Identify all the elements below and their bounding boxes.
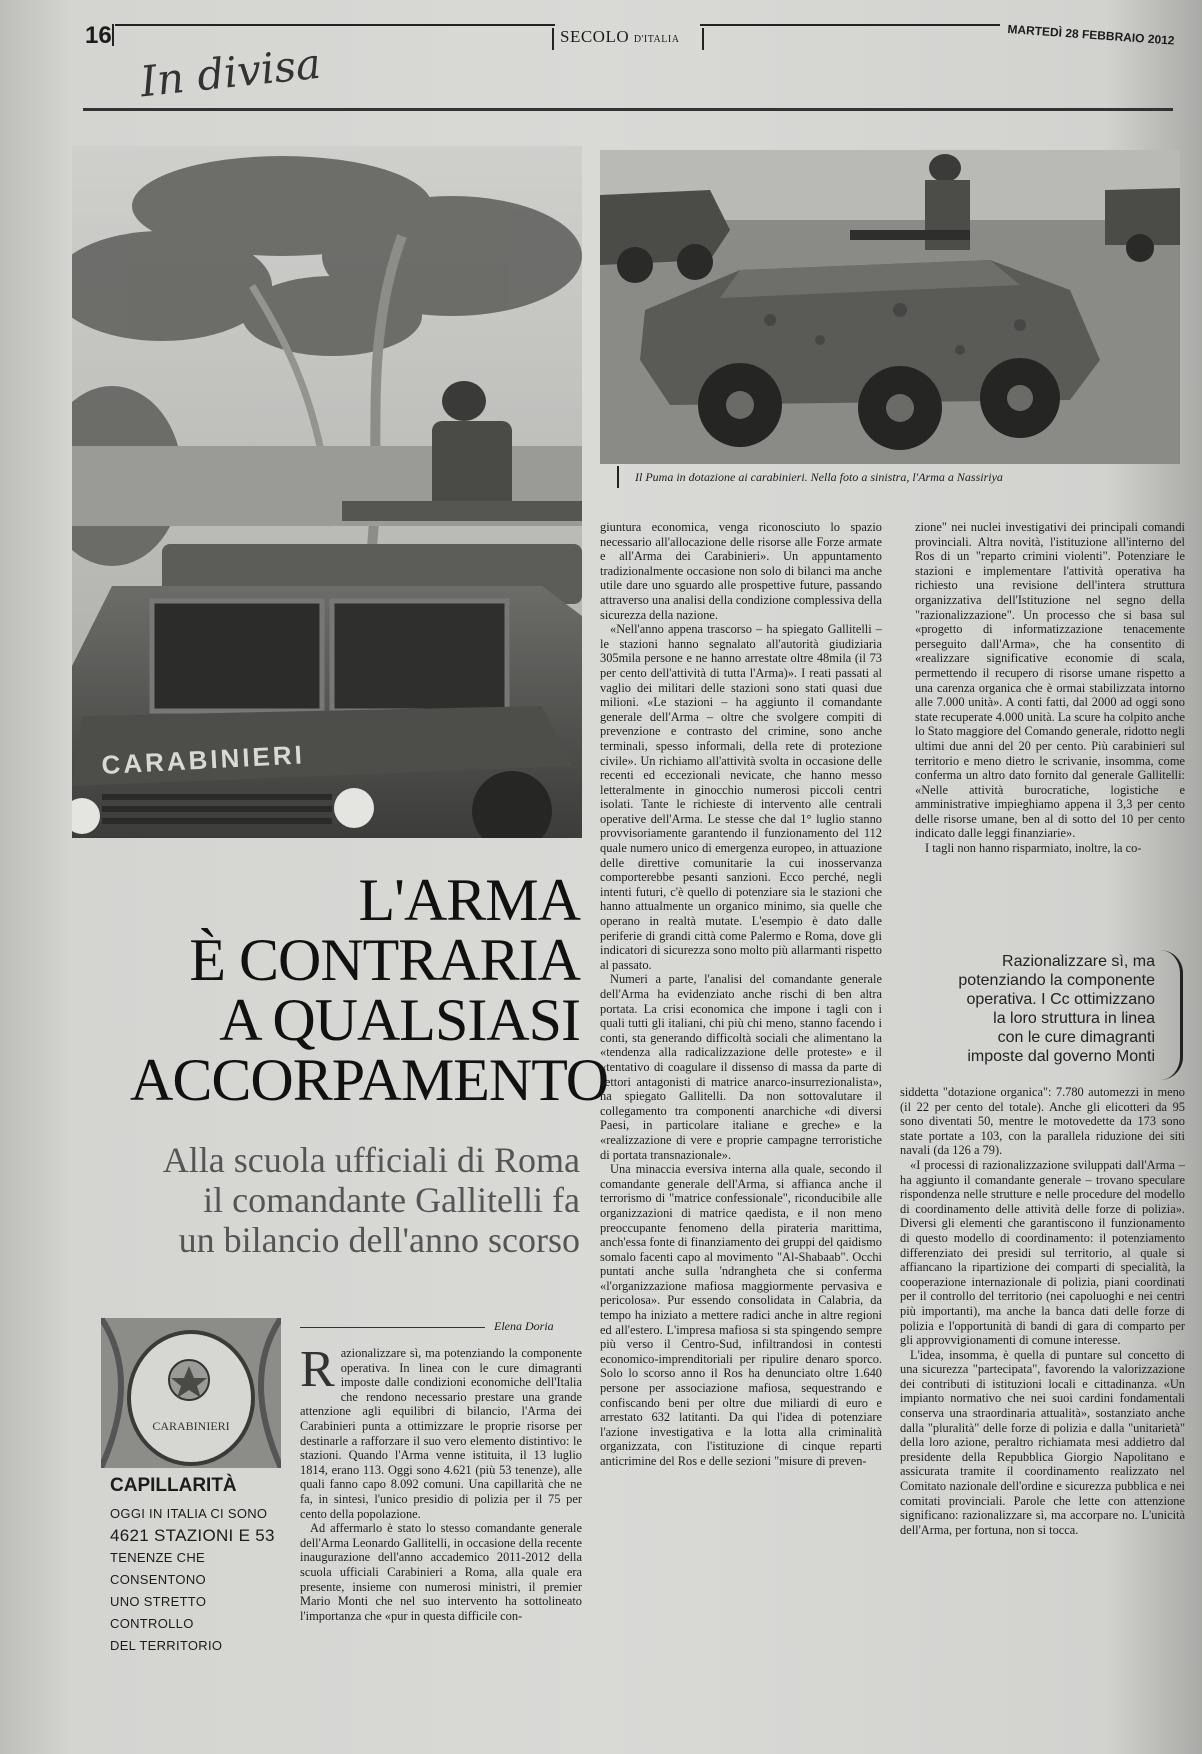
sidebar-line: 4621 STAZIONI E 53 [110,1526,275,1545]
sidebar-line: OGGI IN ITALIA CI SONO [110,1506,268,1521]
subheadline-line: Alla scuola ufficiali di Roma [162,1140,580,1180]
header-divider [702,28,704,50]
masthead-small: D'ITALIA [633,34,680,45]
header-rule-right [700,24,1000,26]
issue-date: MARTEDÌ 28 FEBBRAIO 2012 [1007,22,1175,48]
pull-quote-bracket [1160,950,1183,1080]
sidebar-body [110,1503,290,1657]
author-byline: Elena Doria [494,1319,554,1333]
drop-cap: R [300,1346,335,1398]
carabinieri-emblem [101,1318,281,1468]
sidebar-capillarita [110,1475,290,1657]
sidebar-line: UNO STRETTO CONTROLLO [110,1594,207,1631]
header-divider [552,28,554,50]
sidebar-title: CAPILLARITÀ [110,1475,237,1496]
article-paragraph: giuntura economica, venga riconosciuto lo spazio necessario all'allocazione delle risorse alle Forze armate e all'Arma dei Carabinieri». Un appuntamento tradizionalmente occasione non solo di bilanci ma anche utile dare uno sguardo alle prospettive future, passando attraverso una analisi della condizione complessiva della sicurezza della nazione. [600,520,882,622]
article-paragraph: siddetta "dotazione organica": 7.780 automezzi in meno (il 22 per cento del totale). Anche gli elicotteri da 95 sono diventati 50, mentre le motovedette da 173 sono state portate a 103, con la parallela riduzione dei siti navali (da 126 a 79). [900,1085,1185,1158]
pull-quote-line: imposte dal governo Monti [967,1048,1155,1065]
section-rule [83,108,1173,111]
article-paragraph [300,1346,582,1521]
header-rule-left [115,24,555,26]
subheadline-line: un bilancio dell'anno scorso [178,1220,580,1260]
header-divider [112,24,114,46]
article-paragraph: Una minaccia eversiva interna alla quale, secondo il comandante generale dell'Arma, si affianca anche il terrorismo di "matrice confessionale", riconducibile alle organizzazioni di matrice qaedista, e il non meno preoccupante fenomeno della pirateria marittima, anch'essa fonte di finanziamento dei gruppi del qaidismo somalo facenti capo al movimento "Al-Shabaab". Occhi puntati anche sulla 'ndrangheta che si conferma «l'organizzazione mafiosa maggiormente pervasiva e pericolosa». Pur essendo consolidata in Calabria, da tempo ha iniziato a mettere radici anche in altre regioni ed all'estero. L'impresa mafiosa si sta spingendo sempre più verso il Centro-Sud, infiltrandosi in contesti economico-imprenditoriali per ripulire denaro sporco. Solo lo scorso anno il Ros ha denunciato oltre 1.640 persone per associazione mafiosa, sequestrando e confiscando beni per oltre due miliardi di euro e arrestato 632 latitanti. Da qui l'idea di potenziare l'azione investigativa e la lotta alla criminalità organizzata, con l'istituzione di cinque reparti anticrimine del Ros e delle sezioni "misure di preven- [600,1162,882,1468]
article-paragraph: «Nell'anno appena trascorso – ha spiegato Gallitelli – le stazioni hanno segnalato all'autorità giudiziaria 305mila persone e ne hanno arrestate oltre 48mila (il 73 per cento dell'attività di tutta l'Arma)». I reati passati al vaglio dei militari delle stazioni sono stati quasi due milioni. «Le stazioni – ha aggiunto il comandante generale dell'Arma – oltre che svolgere compiti di prevenzione e contrasto del crimine, sono anche terminali, spesso informali, della rete di protezione civile». Un richiamo all'attività svolta in occasione delle recenti ed eccezionali nevicate, che hanno messo letteralmente in ginocchio numerosi piccoli centri isolati. Tante le richieste di intervento alle centrali operative dell'Arma. Le stesse che dal 1° luglio stanno provvisoriamente garantendo il funzionamento del 112 quale numero unico di emergenza europeo, in attuazione delle direttive comunitarie la cui inosservanza comporterebbe pesanti sanzioni. Ecco perché, negli intenti futuri, c'è quello di potenziare sia le stazioni che hanno attualmente un organico minimo, sia quelle che operano in realtà mutate. L'esempio è dato dalle periferie di grandi città come Palermo e Roma, dove gli indicatori di sicurezza sono molto più allarmanti rispetto al passato. [600,622,882,972]
sidebar-line: TENENZE CHE CONSENTONO [110,1550,206,1587]
article-column-3-bottom [900,1085,1185,1725]
headline-line: ACCORPAMENTO [130,1047,609,1113]
article-column-1 [300,1346,582,1736]
photo-carabinieri-vehicle-art [72,146,582,838]
sidebar-line: DEL TERRITORIO [110,1638,223,1653]
headline [130,867,609,1113]
subheadline [130,1140,580,1260]
page-number: 16 [85,22,112,49]
article-paragraph: I tagli non hanno risparmiato, inoltre, la co- [925,841,1142,856]
article-paragraph: zione" nei nuclei investigativi dei principali comandi provinciali. Altra novità, l'istituzione all'interno del Ros di un "reparto crimini violenti". Potenziare le stazioni e implementare l'attività operativa ha richiesto una revisione dell'intera struttura organizzativa dell'Istituzione nel segno della "razionalizzazione". Un processo che si basa sul «progetto di informatizzazione tenacemente perseguito dall'Arma», che ha consentito di «realizzare significative economie di scala, permettendo il recupero di risorse umane rispetto a una carenza organica che è ormai stabilizzata intorno alle 7.000 unità». A conti fatti, dal 2000 ad oggi sono state recuperate 4.000 unità. La scure ha colpito anche lo Stato maggiore del Comando generale, ridotto negli ultimi due anni del 20 per cento. Più carabinieri sul territorio e meno dietro le scrivanie, insomma, come conferma un altro dato fornito dal generale Gallitelli: «Nelle attività burocratiche, logistiche e amministrative impieghiamo appena il 3,3 per cento delle risorse umane, ben al di sotto del 10 per cento indicato dalle leggi finanziarie». [915,520,1185,841]
article-paragraph: Numeri a parte, l'analisi del comandante generale dell'Arma ha evidenziato anche rischi di ben altra portata. La crisi economica che impone i tagli con i quali tutti gli italiani, chi più chi meno, stanno facendo i conti, sta generando difficoltà sociali che alimentano la «tendenza alla radicalizzazione delle proteste» e il «tentativo di coagulare il dissenso di massa da parte di settori antagonisti di matrice anarco-insurrezionalista», ha spiegato Gallitelli. Da non sottovalutare il collegamento tra componenti anarchiche «di diversi Paesi, in particolare italiane e greche» e la «realizzazione di vere e proprie campagne terroristiche di portata transnazionale». [600,972,882,1162]
caption-bar [617,466,619,488]
masthead [560,27,679,47]
pull-quote-line: con le cure dimagranti [997,1029,1155,1046]
photo-puma-vehicles-art [600,150,1180,464]
pull-quote-line: la loro struttura in linea [993,1010,1155,1027]
paragraph-text: azionalizzare sì, ma potenziando la componente operativa. In linea con le cure dimagranti imposte dalle condizioni economiche dell'Italia che rendono necessario prestare una grande attenzione agli equilibri di bilancio, l'Arma dei Carabinieri punta a ottimizzare le proprie risorse per destinarle a rafforzare il suo vero elemento distintivo: le stazioni. Quando l'Arma venne istituita, il 13 luglio 1814, erano 113. Oggi sono 4.621 (più 53 tenenze), alle quali fanno capo 8.092 comuni. Una capillarità che ne fa, in sintesi, l'unico presidio di polizia per il 75 per cento della popolazione. [300,1346,582,1521]
headline-line: È CONTRARIA [189,927,580,993]
byline-rule [300,1327,485,1328]
pull-quote-line: potenziando la componente [958,972,1155,989]
subheadline-line: il comandante Gallitelli fa [203,1180,580,1220]
photo-carabinieri-vehicle [72,146,582,838]
article-paragraph: Ad affermarlo è stato lo stesso comandante generale dell'Arma Leonardo Gallitelli, in occasione della recente inaugurazione dell'anno accademico 2011-2012 della scuola ufficiali Carabinieri a Roma, alla quale era presente, insieme con numerosi ministri, il premier Mario Monti che nel suo intervento ha sottolineato l'importanza che «pur in questa difficile con- [300,1521,582,1623]
headline-line: A QUALSIASI [219,987,580,1053]
pull-quote-line: Razionalizzare sì, ma [1002,953,1155,970]
article-paragraph: L'idea, insomma, è quella di puntare sul concetto di una sicurezza "partecipata", favorendo la valorizzazione dei contributi di istituzioni locali e cittadinanza. «Un impianto normativo che nei suoi cardini fondamentali conserva una straordinaria attualità», sostanziato anche dalla "pluralità" delle forze di polizia e dalla "unitarietà" della loro azione, peraltro richiamata mesi addietro dal presidente della Repubblica Giorgio Napolitano e assicurata tramite il coordinamento realizzato nel Comitato nazionale dell'ordine e sicurezza pubblica e nei comitati provinciali. Parole che lette con attenzione significano: razionalizzare sì, ma accorpare no. L'unicità dell'Arma, per fortuna, non si tocca. [900,1347,1185,1537]
article-paragraph: «I processi di razionalizzazione sviluppati dall'Arma – ha aggiunto il comandante generale – trovano speculare rispondenza nelle strutture e nelle procedure del modello di coordinamento delle attività delle forze di polizia». Diversi gli elementi che garantiscono il funzionamento di questo modello di coordinamento: il potenziamento differenziato dei presidi sul territorio, al quale si affiancano la ripartizione dei comparti di specialità, la cooperazione internazionale di polizia, piani coordinati per il controllo del territorio (nei capoluoghi e nei centri più importanti), ma anche la banca dati delle forze di polizia e l'opportunità di bandi di gara di comparto per gli approvvigionamenti di comune interesse. [900,1157,1185,1348]
masthead-main: SECOLO [560,27,630,46]
pull-quote [905,952,1155,1066]
vehicle-lettering: CARABINIERI [100,739,306,780]
carabinieri-emblem-art [101,1318,281,1468]
article-column-2 [600,520,882,1730]
pull-quote-line: operativa. I Cc ottimizzano [966,991,1155,1008]
article-column-3-top [915,520,1185,920]
section-title: In divisa [137,38,324,107]
headline-line: L'ARMA [358,867,580,933]
photo-puma-vehicles [600,150,1180,464]
photo-caption: Il Puma in dotazione ai carabinieri. Nella foto a sinistra, l'Arma a Nassiriya [635,470,1003,484]
emblem-text: CARABINIERI [152,1419,230,1433]
